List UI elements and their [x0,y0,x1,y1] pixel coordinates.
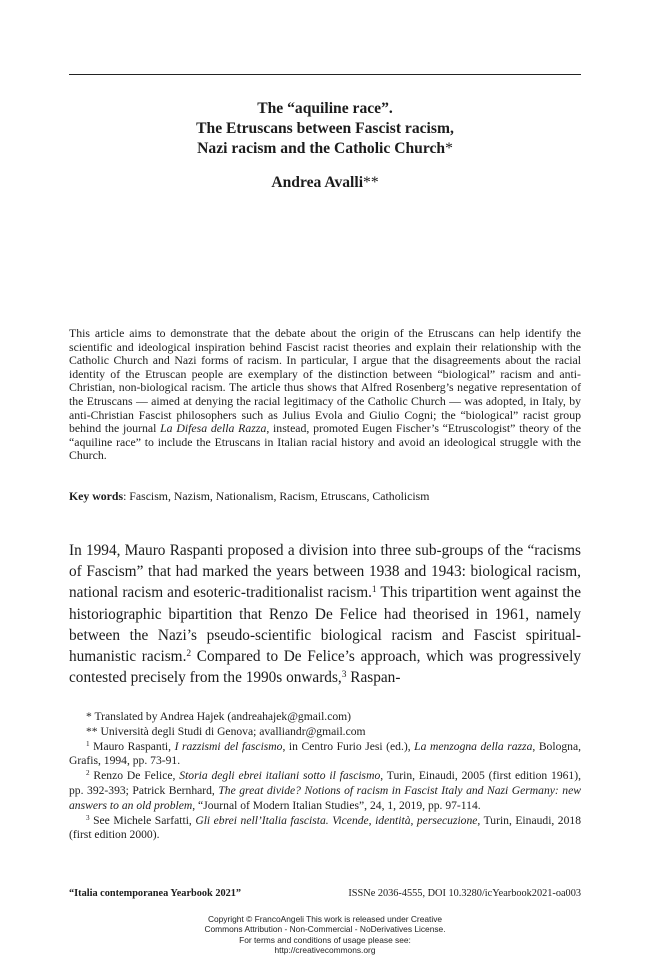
author-note-mark: ** [363,174,379,191]
author-byline [69,173,581,193]
footnote-2: $^2$ Renzo De Felice, Storia degli ebrei italiani sotto il fascismo, Turin, Einaudi, 2005 (first edition 1961), pp. 392-393; Patrick Bernhard, The great divide? Notions of racism in Fascist Italy and Nazi Germany: new answers to an old problem, “Journal of Modern Italian Studies”, 24, 1, 2019, pp. 97-114. [69,769,581,812]
footer-issn-doi: ISSNe 2036-4555, DOI 10.3280/icYearbook2021-oa003 [348,888,581,899]
keywords-list: : Fascism, Nazism, Nationalism, Racism, Etruscans, Catholicism [123,489,430,503]
footnote-affiliation: ** Università degli Studi di Genova; avalliandr@gmail.com [86,724,366,738]
title-note-mark: * [445,140,453,157]
keywords-label: Key words [69,489,124,503]
copyright-notice [150,914,500,956]
footnote-3: $^3$ See Michele Sarfatti, Gli ebrei nell’Italia fascista. Vicende, identità, persecuzione, Turin, Einaudi, 2018 (first edition 2000). [69,813,581,842]
copyright-line: Copyright © FrancoAngeli This work is released under Creative [207,914,443,924]
article-title [69,99,581,159]
header-rule [69,74,581,75]
keywords [69,490,581,504]
footnote-1: $^1$ Mauro Raspanti, I razzismi del fascismo, in Centro Furio Jesi (ed.), La menzogna della razza, Bologna, Grafis, 1994, pp. 73-91. [69,739,581,768]
abstract-text: This article aims to demonstrate that the debate about the origin of the Etruscans can help identify the scientific and ideological inspiration behind Fascist racist theories and explain their relationship with the Catholic Church and Nazi forms of racism. In particular, I argue that the disagreements about the racial identity of the Etruscan people are exemplary of the distinction between “biological” racism and anti-Christian, non-biological racism. The article thus shows that Alfred Rosenberg’s negative representation of the Etruscans — aimed at denying the racial legitimacy of the Catholic Church — was adopted, in Italy, by anti-Christian Fascist philosophers such as Julius Evola and Giulio Cogni; the “biological” racist group behind the journal La Difesa della Razza, instead, promoted Eugen Fischer’s “Etruscologist” theory of the “aquiline race” to include the Etruscans in Italian racial history and avoid an ideological struggle with the Church. [69,326,581,463]
body-paragraph: In 1994, Mauro Raspanti proposed a division into three sub-groups of the “racisms of Fascism” that had marked the years between 1938 and 1943: biological racism, national racism and esoteric-traditionalist racism.$^1$ This tripartition went against the historiographic bipartition that Renzo De Felice had theorised in 1961, namely between the Nazi’s pseudo-scientific biological racism and Fascist spiritual-humanistic racism.$^2$ Compared to De Felice’s approach, which was progressively contested precisely from the 1990s onwards,$^3$ Raspan- [69,542,581,687]
body-text [69,540,581,688]
copyright-link[interactable]: http://creativecommons.org [274,945,376,956]
copyright-line: Commons Attribution - Non-Commercial - NoDerivatives License. [204,924,446,935]
title-line-2: The Etruscans between Fascist racism, [196,120,454,137]
title-line-3 [69,139,581,159]
author-name: Andrea Avalli [271,174,364,191]
title-line-3-text: Nazi racism and the Catholic Church [197,140,446,157]
abstract [69,327,581,463]
footer-journal: “Italia contemporanea Yearbook 2021” [69,888,242,899]
footnotes [69,710,581,843]
footnote-translator: * Translated by Andrea Hajek (andreahajek@gmail.com) [86,710,352,723]
title-line-1: The “aquiline race”. [257,100,393,117]
copyright-line: For terms and conditions of usage please see: [239,934,411,945]
